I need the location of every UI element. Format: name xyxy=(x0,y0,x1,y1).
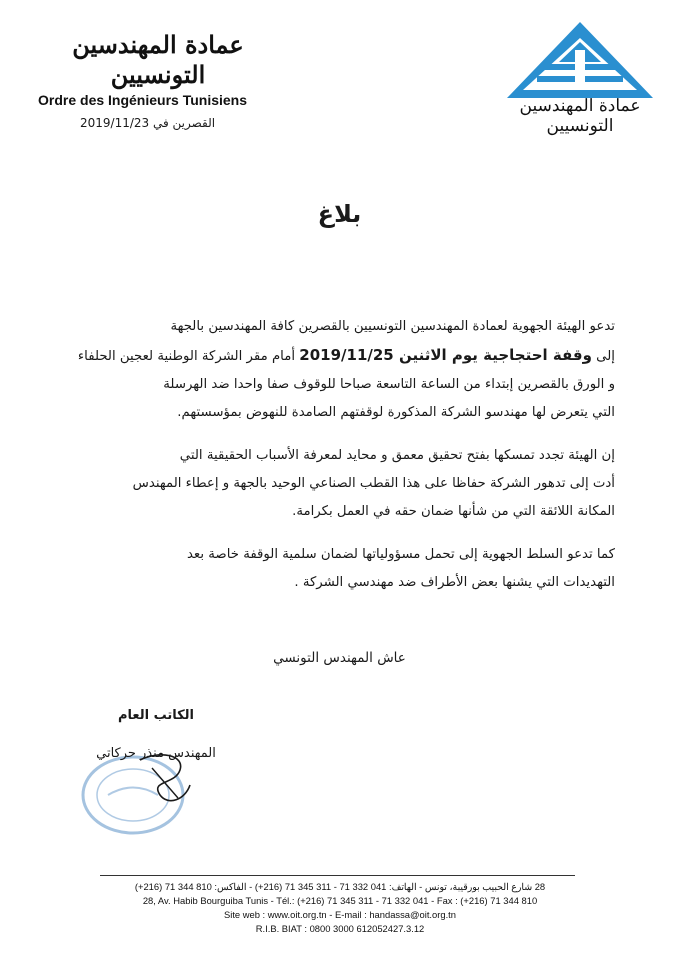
body-line: التي يتعرض لها مهندسو الشركة المذكورة لوقفتهم الصامدة للنهوض بمؤسستهم. xyxy=(177,405,615,420)
body-text: أمام مقر الشركة الوطنية لعجين الحلفاء xyxy=(77,349,300,364)
footer-address-french: 28, Av. Habib Bourguiba Tunis - Tél.: (+216) 71 345 311 - 71 332 041 - Fax : (+216) 71 344 810 xyxy=(142,895,538,906)
footer-web-email: Site web : www.oit.org.tn - E-mail : handassa@oit.org.tn xyxy=(223,909,456,920)
letter-body xyxy=(62,313,615,597)
logo-caption: عمادة المهندسين التونسيين xyxy=(519,96,641,136)
body-line: المكانة اللائقة التي من شأنها ضمان حقه في العمل بكرامة. xyxy=(292,504,615,519)
org-header xyxy=(38,30,278,108)
letter-date: القصرين في 2019/11/23 xyxy=(80,116,216,130)
org-name-french: Ordre des Ingénieurs Tunisiens xyxy=(38,92,248,108)
body-line: إن الهيئة تجدد تمسكها بفتح تحقيق معمق و محايد لمعرفة الأسباب الحقيقية التي xyxy=(179,448,615,463)
signatory-title: الكاتب العام xyxy=(117,708,195,723)
letter-footer xyxy=(100,880,580,936)
body-line: و الورق بالقصرين إبتداء من الساعة التاسعة صباحا للوقوف صفا واحدا ضد الهرسلة xyxy=(163,377,615,392)
org-name-arabic: عمادة المهندسين التونسيين xyxy=(72,30,244,89)
protest-announcement: وقفة احتجاجية يوم الاثنين 2019/11/25 xyxy=(299,346,592,364)
body-line: أدت إلى تدهور الشركة حفاظا على هذا القطب الصناعي الوحيد بالجهة و إعطاء المهندس xyxy=(132,476,615,491)
body-line xyxy=(62,341,615,371)
paragraph-1 xyxy=(62,313,615,427)
signatory-name: المهندس منذر حركاتي xyxy=(96,746,216,761)
paragraph-2 xyxy=(62,442,615,526)
paragraph-3 xyxy=(62,541,615,597)
footer-divider xyxy=(100,875,575,876)
body-line: التهديدات التي يشنها بعض الأطراف ضد مهندسي الشركة . xyxy=(294,575,615,590)
body-line: تدعو الهيئة الجهوية لعمادة المهندسين التونسيين بالقصرين كافة المهندسين بالجهة xyxy=(170,319,615,334)
body-text: إلى xyxy=(591,349,615,364)
closing-line: عاش المهندس التونسي xyxy=(273,650,406,666)
document-title: بلاغ xyxy=(317,200,362,228)
body-line: كما تدعو السلط الجهوية إلى تحمل مسؤولياتها لضمان سلمية الوقفة خاصة بعد xyxy=(186,547,615,562)
footer-address-arabic: 28 شارع الحبيب بورقيبة، تونس - الهاتف: 041 332 71 - 311 345 71 (216+) - الفاكس: 810 344 71 (216+) xyxy=(134,881,546,892)
footer-bank-rib: R.I.B. BIAT : 0800 3000 612052427.3.12 xyxy=(255,923,425,934)
